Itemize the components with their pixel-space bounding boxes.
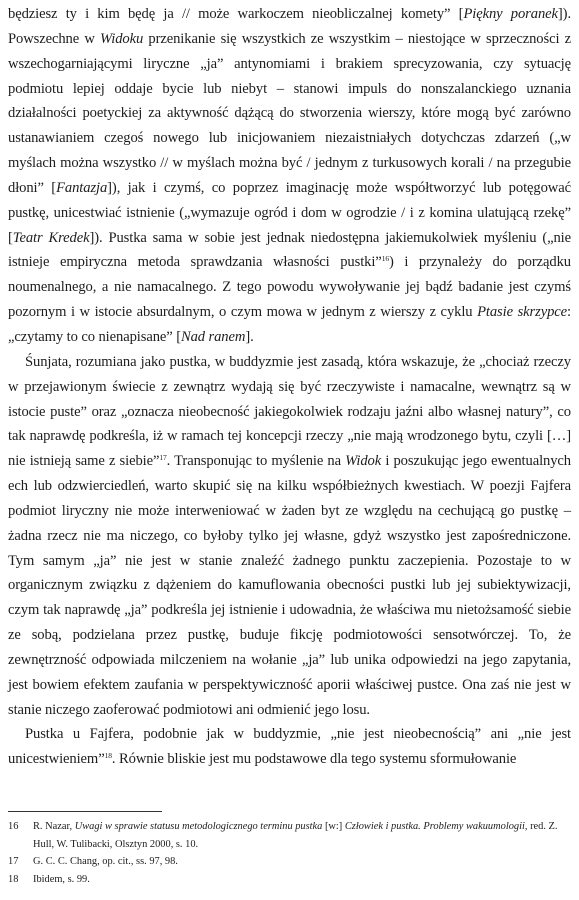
footnote-number: 17 <box>8 856 19 868</box>
text-run: , red. Z. Hull, W. Tulibacki, Olsztyn 2000, s. 10. <box>33 821 558 850</box>
text-run: ]). Powszechne w <box>8 6 571 47</box>
text-run: Śunjata, rozumiana jako pustka, w buddyzmie jest zasadą, która wskazuje, że „chociaż rzeczy w przejawionym świecie z zewnątrz wydają się być rzeczywiste i namacalne, wewnątrz są w istocie puste” oraz „oznacza nieobecność jakiegokolwiek rodzaju jaźni albo własnej natury”, co tak naprawdę podkreśla, iż w ramach tej koncepcji rzeczy „nie mają wrodzonego bytu, czyli […] nie istnieją same z siebie” <box>8 353 571 470</box>
italic-title: Widok <box>345 453 382 470</box>
text-run: : „czytamy to co nienapisane” [ <box>8 304 571 345</box>
text-run: ]. <box>245 328 254 345</box>
text-run: ]), jak i czymś, co poprzez imaginację może współtworzyć lub potęgować pustkę, unicestwiać istnienie („wymazuje ogród i dom w ogrodzie / i z komina ulatującą rzekę” [ <box>8 179 571 246</box>
text-run: Ibidem, s. 99. <box>33 873 90 885</box>
footnotes <box>8 818 571 888</box>
italic-title: Człowiek i pustka. Problemy wakuumologii <box>344 821 525 832</box>
footnote-number: 16 <box>8 821 19 832</box>
footnote-ref: 17 <box>159 453 167 463</box>
text-run: przenikanie się wszystkich ze wszystkim – niestojące w sprzeczności z wszechogarniającymi liryczne „ja” antynomiami i brakiem sprecyzowania, czy sytuację podmiotu lepiej oddaje bycie lub niebyt – stanowi impuls do nonszalanckiego uznania działalności poetyckiej za aktywność dążącą do stworzenia wierszy, które mogą być zarówno ustanawianiem czegoś nowego lub inicjowaniem niezaistniałych dotychczas zdarzeń („w myślach można wszystko // w myślach można być / jednym z turkusowych korali / na przegubie dłoni” [ <box>8 30 571 196</box>
italic-title: Nad ranem <box>180 328 246 345</box>
footnote-text <box>33 874 90 885</box>
text-run: Pustka u Fajfera, podobnie jak w buddyzmie, „nie jest nieobecnością” ani „nie jest unicestwieniem” <box>8 726 571 768</box>
text-run: . Transponując to myślenie na <box>166 453 346 470</box>
footnote-separator <box>8 811 162 812</box>
italic-title: Piękny poranek <box>463 6 558 22</box>
body-text <box>8 2 571 772</box>
footnote-18 <box>8 871 571 889</box>
italic-title: Uwagi w sprawie statusu metodologicznego terminu pustka <box>74 821 323 832</box>
text-run: G. C. C. Chang, op. cit., ss. 97, 98. <box>33 856 178 868</box>
italic-title: Ptasie skrzypce <box>477 304 568 321</box>
italic-title: Fantazja <box>56 179 108 196</box>
italic-title: Teatr Kredek <box>12 229 90 246</box>
italic-title: Widoku <box>100 30 144 47</box>
footnote-text <box>33 856 178 867</box>
footnote-text <box>33 821 557 850</box>
footnote-17 <box>8 853 571 871</box>
paragraph-1 <box>8 2 571 350</box>
paragraph-2 <box>8 350 571 723</box>
footnote-ref: 18 <box>104 751 112 761</box>
footnote-ref: 16 <box>381 254 389 264</box>
text-run: i poszukując jego ewentualnych ech lub odzwierciedleń, warto skupić się na kilku współbieżnych kwestiach. W poezji Fajfera podmiot liryczny nie może interweniować w żaden byt ze względu na cechującą go pustkę – żadna rzecz nie ma niczego, co byłoby tylko jej własne, gdyż wszystko jest zapośredniczone. Tym samym „ja” nie jest w stanie znaleźć żadnego punktu zaczepienia. Pozostaje to w organicznym związku z dążeniem do kamuflowania obecności pustki lub jej subiektywizacji, czym tak naprawdę „ja” podkreśla jej istnienie i udowadnia, że właściwa mu nietożsamość siebie ze sobą, podzielana przez pustkę, buduje fikcję podmiotowości sensotwórczej. To, że zewnętrzność odpowiada milczeniem na wołanie „ja” lub unika odpowiedzi na jego zapytania, jest bowiem efektem zaufania w perspektywiczność aporii właściwej pustce. Ona zaś nie jest w stanie niczego zaoferować podmiotowi ani odmienić jego losu. <box>8 453 572 718</box>
text-run: będziesz ty i kim będę ja // może warkoczem nieobliczalnej komety” [ <box>8 6 464 22</box>
text-run: [w:] <box>322 821 345 832</box>
paragraph-3 <box>8 722 571 772</box>
text-run: ]). Pustka sama w sobie jest jednak niedostępna jakiemukolwiek myśleniu („nie istnieje empiryczna metoda sprawdzania własności pustki” <box>8 229 571 271</box>
text-run: . Równie bliskie jest mu podstawowe dla tego systemu sformułowanie <box>111 751 517 768</box>
footnote-16 <box>8 818 571 853</box>
text-run: ) i przynależy do porządku noumenalnego, a nie namacalnego. Z tego powodu wywoływanie jej bądź badanie jest czymś pozornym i w istocie absurdalnym, o czym mowa w jednym z wierszy z cyklu <box>8 254 571 321</box>
footnote-number: 18 <box>8 873 19 885</box>
text-run: R. Nazar, <box>33 821 75 832</box>
